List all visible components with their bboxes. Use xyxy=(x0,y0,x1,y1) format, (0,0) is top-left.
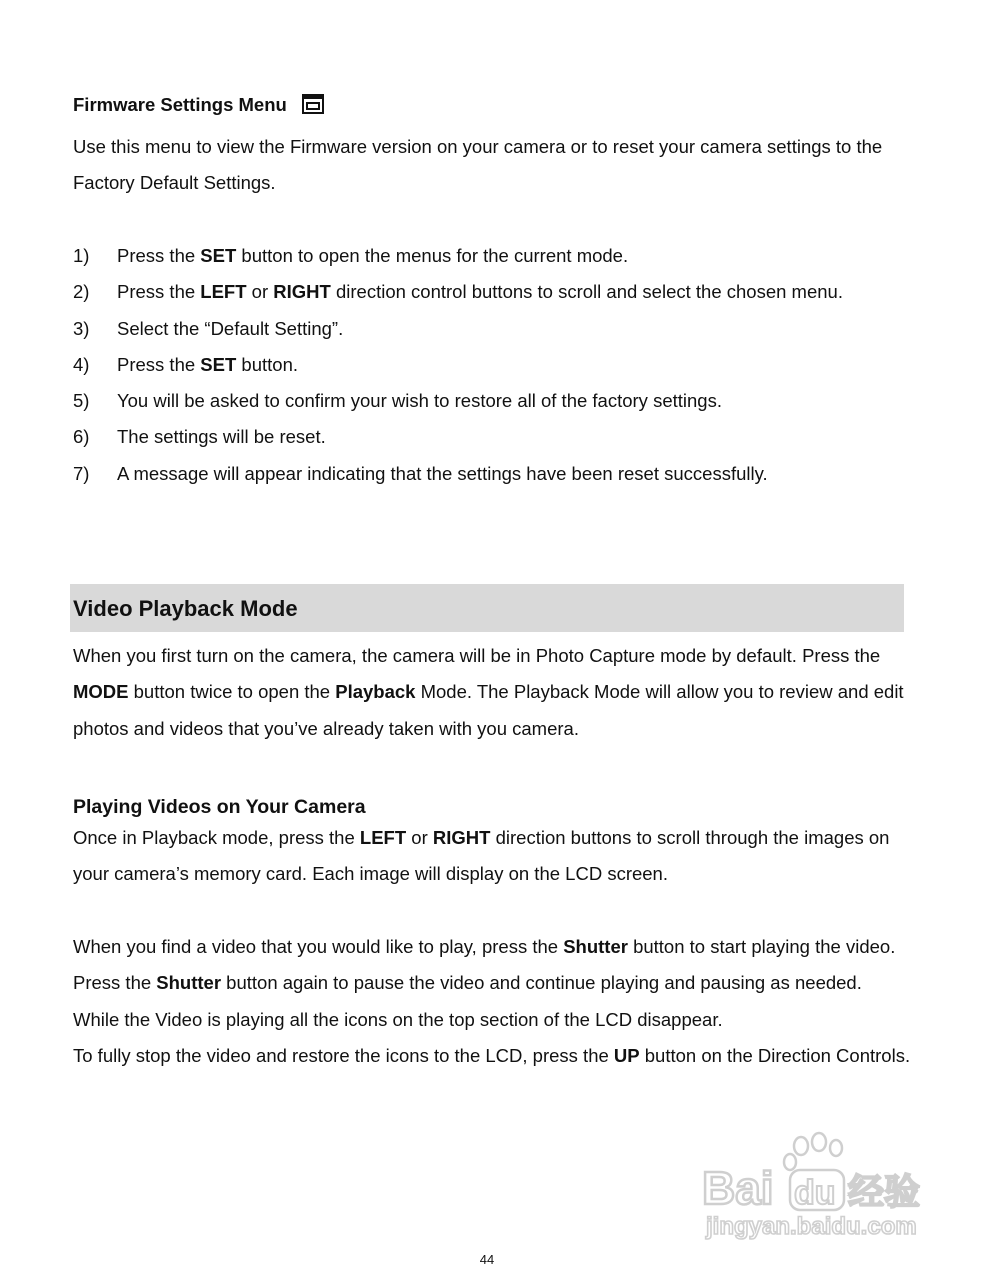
step-item xyxy=(73,383,843,419)
playing-videos-paragraph-2: When you find a video that you would like to play, press the Shutter button to start playing the video. Press the Shutter button again to pause the video and continue playing and pausing as needed. While the Video is playing all the icons on the top section of the LCD disappear. To fully stop the video and restore the icons to the LCD, press the UP button on the Direction Controls. xyxy=(73,936,911,1066)
step-text: A message will appear indicating that the settings have been reset successfully. xyxy=(117,462,768,484)
video-playback-mode-title: Video Playback Mode xyxy=(73,596,298,621)
page-number: 44 xyxy=(479,1252,495,1267)
video-playback-intro-paragraph: When you first turn on the camera, the camera will be in Photo Capture mode by default. Press the MODE button twice to open the Playback Mode. The Playback Mode will allow you to review and edit photos and videos that you’ve already taken with you camera. xyxy=(73,645,904,739)
settings-menu-icon xyxy=(302,91,324,111)
paw-logo-icon xyxy=(784,1133,842,1170)
step-number: 1) xyxy=(73,245,90,266)
firmware-intro-paragraph: Use this menu to view the Firmware version on your camera or to reset your camera settings to the Factory Default Settings. xyxy=(73,136,883,194)
step-number: 4) xyxy=(73,353,90,375)
step-number: 6) xyxy=(73,426,90,448)
step-text: Press the LEFT or RIGHT direction control buttons to scroll and select the chosen menu. xyxy=(117,281,843,303)
step-number: 2) xyxy=(73,281,90,303)
step-item xyxy=(73,274,843,310)
step-item xyxy=(73,347,843,383)
baidu-jingyan-watermark xyxy=(698,1126,938,1246)
step-text: Select the “Default Setting”. xyxy=(117,317,344,339)
step-item xyxy=(73,419,843,455)
firmware-settings-heading-text: Firmware Settings Menu xyxy=(73,94,287,115)
step-number: 7) xyxy=(73,462,90,484)
step-number: 3) xyxy=(73,317,90,339)
step-text: The settings will be reset. xyxy=(117,426,326,448)
watermark-brand-cn: 经验 xyxy=(848,1172,921,1213)
playing-videos-paragraph-1: Once in Playback mode, press the LEFT or RIGHT direction buttons to scroll through the images on your camera’s memory card. Each image will display on the LCD screen. xyxy=(73,827,890,885)
step-item xyxy=(73,238,843,274)
step-text: Press the SET button to open the menus for the current mode. xyxy=(117,245,629,266)
watermark-brand-latin: Bai xyxy=(702,1162,774,1214)
playing-videos-heading: Playing Videos on Your Camera xyxy=(73,796,366,818)
watermark-url: jingyan.baidu.com xyxy=(706,1213,917,1240)
step-text: Press the SET button. xyxy=(117,353,298,375)
firmware-steps-list xyxy=(73,238,843,492)
section-header-bar xyxy=(70,584,904,632)
step-item xyxy=(73,456,843,492)
step-number: 5) xyxy=(73,390,90,412)
step-item xyxy=(73,311,843,347)
step-text: You will be asked to confirm your wish to restore all of the factory settings. xyxy=(117,390,722,412)
watermark-brand-du: du xyxy=(794,1174,836,1212)
firmware-settings-heading xyxy=(73,88,324,122)
